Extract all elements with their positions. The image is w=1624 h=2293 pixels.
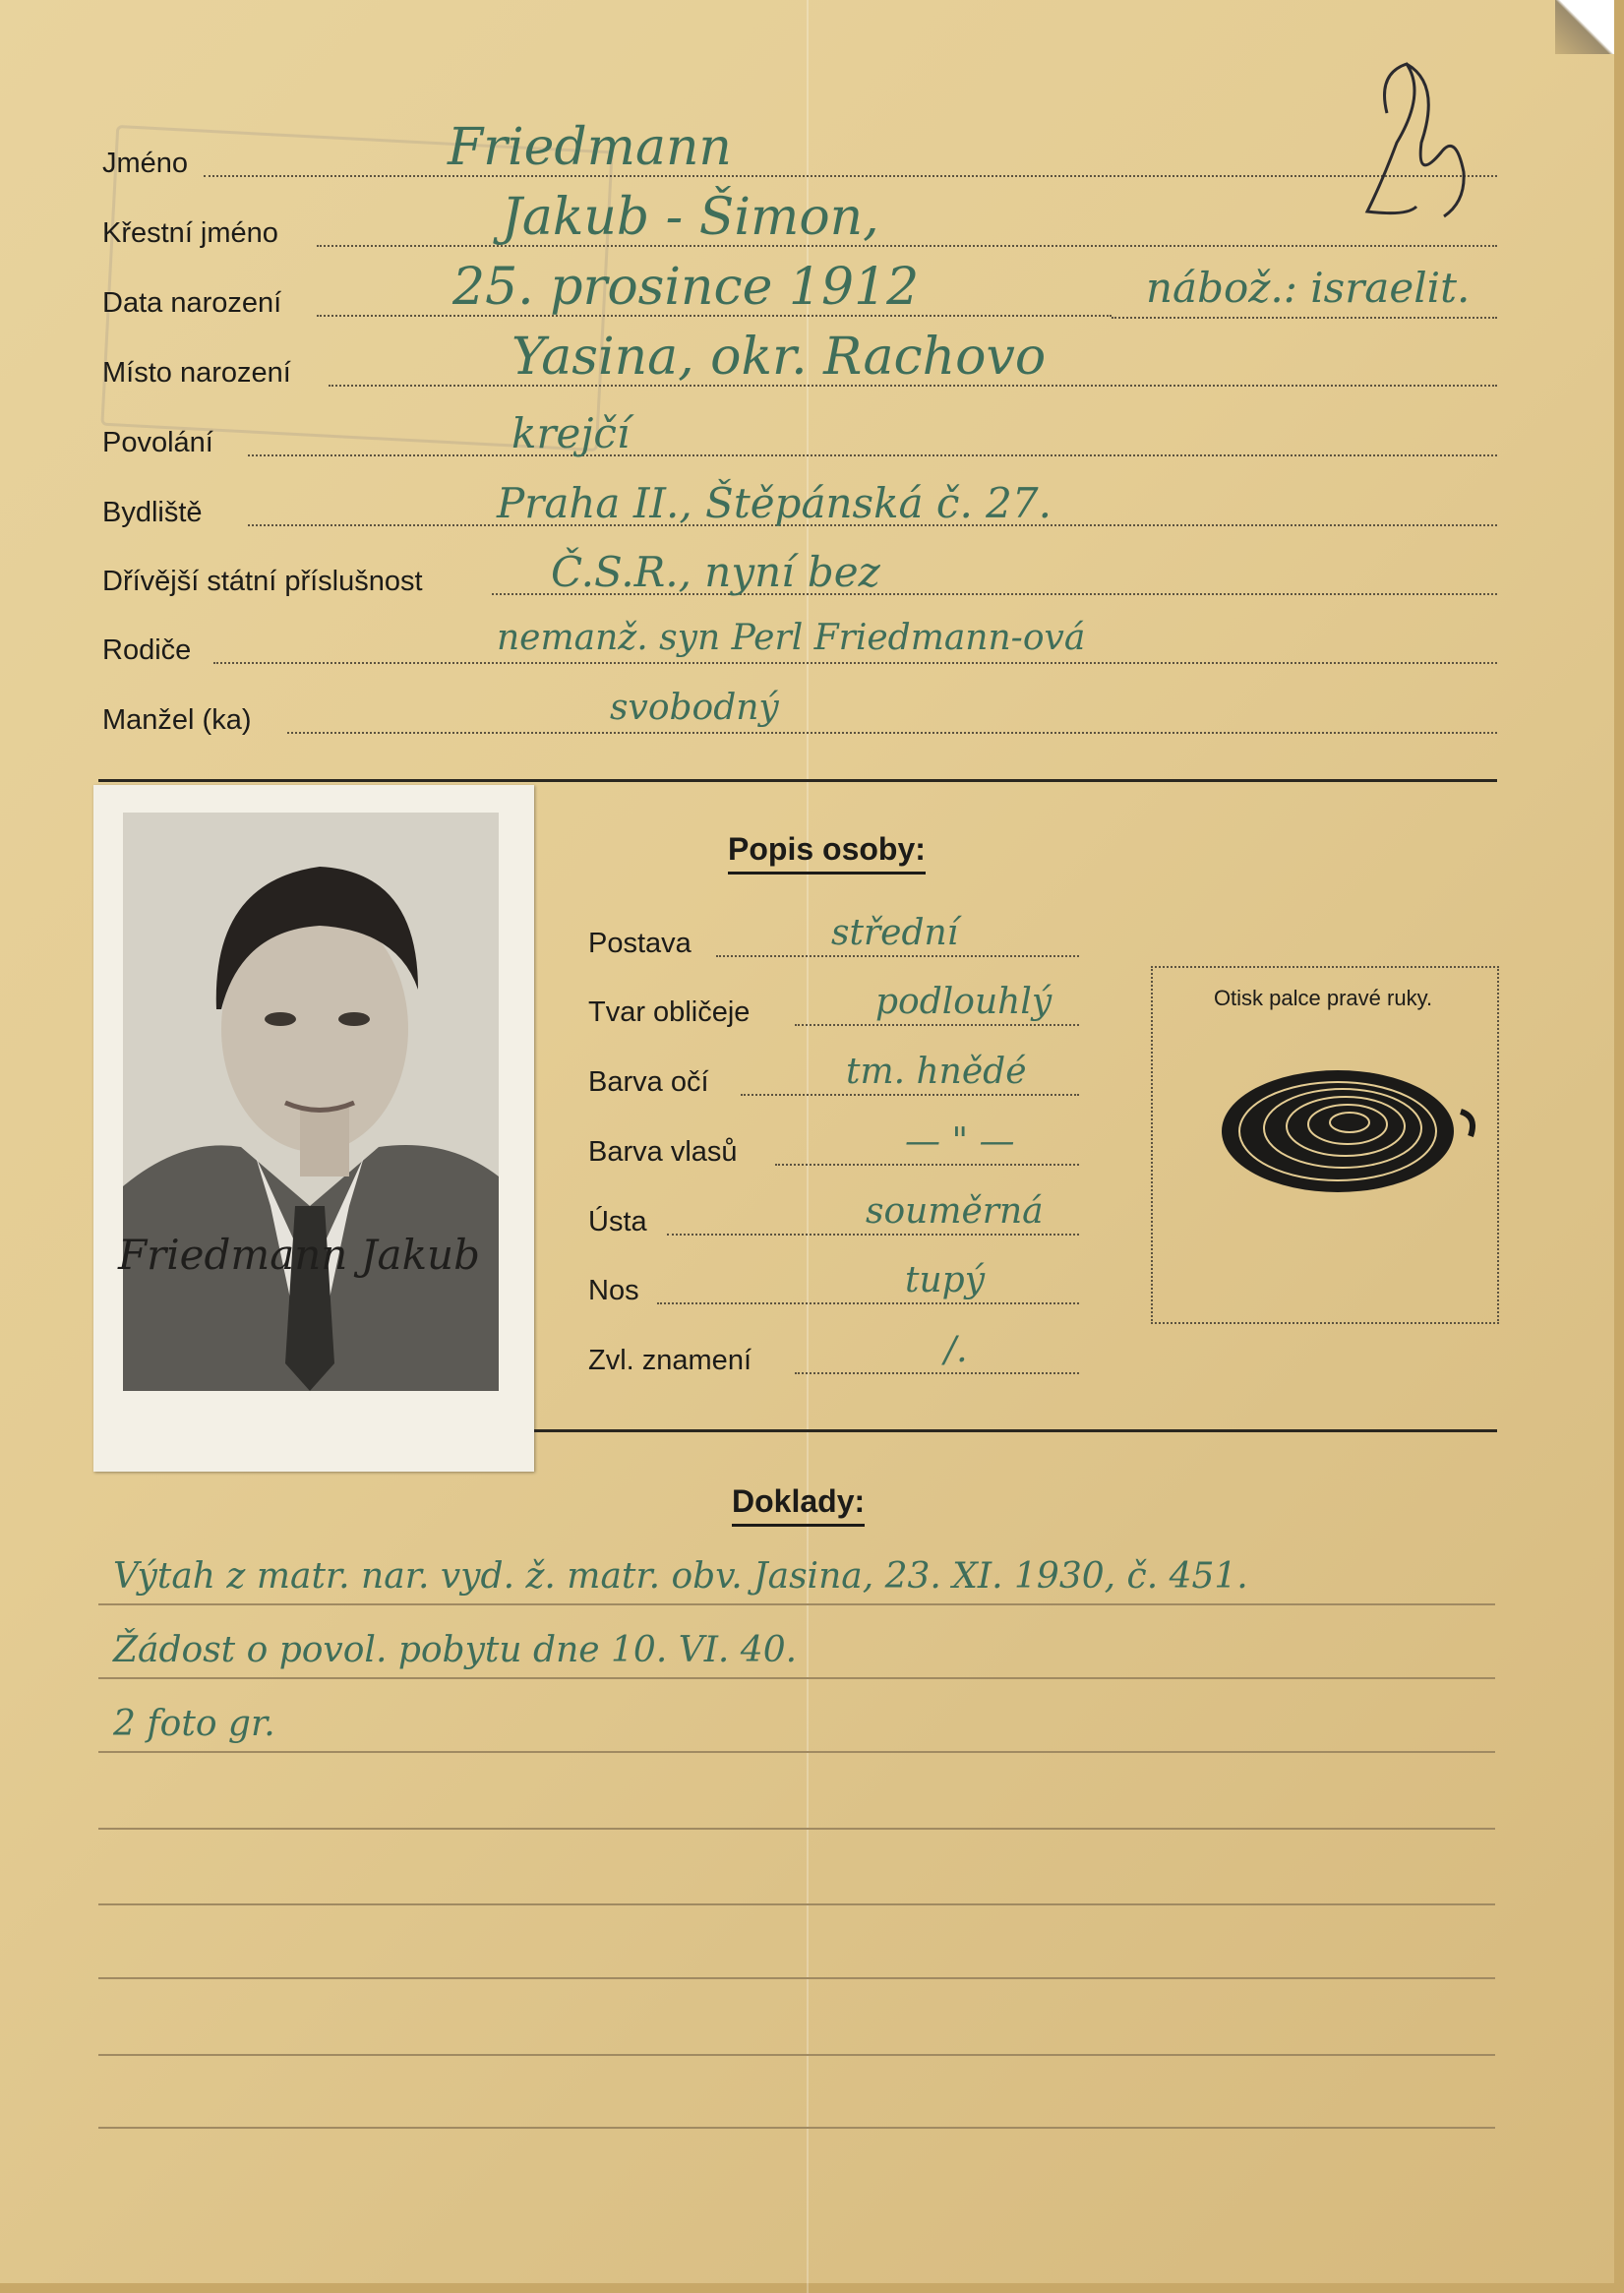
description-dotted-line: [657, 1302, 1079, 1304]
description-dotted-line: [667, 1234, 1079, 1236]
field-value-handwritten: Jakub - Šimon,: [502, 188, 879, 247]
field-value-handwritten: 25. prosince 1912: [452, 258, 920, 317]
field-dotted-line: [287, 732, 1497, 734]
description-label: Zvl. znamení: [588, 1345, 752, 1376]
ruled-line: [98, 1603, 1495, 1605]
section-divider-top: [98, 779, 1497, 782]
field-value-handwritten: Friedmann: [448, 118, 732, 177]
description-value-handwritten: tupý: [905, 1260, 986, 1300]
field-label: Manžel (ka): [102, 704, 252, 736]
field-label: Křestní jméno: [102, 217, 278, 249]
thumbprint-image: [1220, 1057, 1515, 1205]
ruled-line: [98, 1677, 1495, 1679]
description-value-handwritten: — " —: [905, 1121, 1015, 1162]
documents-heading: Doklady:: [732, 1483, 865, 1527]
description-label: Ústa: [588, 1206, 647, 1237]
official-initials: [1348, 54, 1485, 226]
description-dotted-line: [716, 955, 1079, 957]
description-value-handwritten: střední: [831, 913, 959, 953]
document-entry: Žádost o povol. pobytu dne 10. VI. 40.: [113, 1630, 798, 1670]
field-dotted-line: [204, 175, 1497, 177]
description-label: Barva vlasů: [588, 1136, 738, 1168]
photo-signature: Friedmann Jakub: [118, 1231, 480, 1279]
portrait-photo: [123, 813, 499, 1391]
field-label: Bydliště: [102, 497, 203, 528]
description-label: Tvar obličeje: [588, 996, 751, 1028]
document-entry: Výtah z matr. nar. vyd. ž. matr. obv. Jasina, 23. XI. 1930, č. 451.: [113, 1556, 1248, 1597]
section-divider-bottom: [534, 1429, 1497, 1432]
field-dotted-line: [213, 662, 1497, 664]
field-label: Dřívější státní příslušnost: [102, 566, 423, 597]
field-dotted-line: [248, 454, 1497, 456]
description-heading: Popis osoby:: [728, 831, 926, 875]
description-value-handwritten: tm. hnědé: [846, 1052, 1027, 1092]
ruled-line: [98, 1828, 1495, 1830]
religion-dotted-line: [1112, 317, 1497, 319]
description-label: Nos: [588, 1275, 639, 1306]
description-dotted-line: [795, 1372, 1079, 1374]
description-value-handwritten: podlouhlý: [875, 982, 1053, 1022]
ruled-line: [98, 2127, 1495, 2129]
description-dotted-line: [741, 1094, 1079, 1096]
fingerprint-label: Otisk palce pravé ruky.: [1213, 986, 1433, 1010]
field-label: Povolání: [102, 427, 213, 458]
field-label: Jméno: [102, 148, 189, 179]
ruled-line: [98, 1903, 1495, 1905]
field-value-handwritten: Praha II., Štěpánská č. 27.: [497, 479, 1052, 527]
description-value-handwritten: /.: [944, 1330, 968, 1370]
field-dotted-line: [317, 245, 1497, 247]
field-value-handwritten: krejčí: [511, 409, 631, 457]
description-dotted-line: [775, 1164, 1079, 1166]
ruled-line: [98, 1977, 1495, 1979]
folded-corner: [1555, 0, 1614, 54]
ruled-line: [98, 1751, 1495, 1753]
field-value-handwritten: svobodný: [610, 688, 779, 728]
description-value-handwritten: souměrná: [866, 1191, 1044, 1232]
description-label: Barva očí: [588, 1066, 709, 1098]
field-label: Místo narození: [102, 357, 291, 389]
religion-note: nábož.: israelit.: [1146, 264, 1471, 312]
description-label: Postava: [588, 928, 692, 959]
ruled-line: [98, 2054, 1495, 2056]
field-label: Rodiče: [102, 634, 192, 666]
description-dotted-line: [795, 1024, 1079, 1026]
field-value-handwritten: Č.S.R., nyní bez: [551, 548, 880, 596]
field-value-handwritten: Yasina, okr. Rachovo: [511, 328, 1047, 387]
document-entry: 2 foto gr.: [113, 1704, 275, 1744]
field-value-handwritten: nemanž. syn Perl Friedmann-ová: [497, 618, 1086, 658]
field-label: Data narození: [102, 287, 282, 319]
